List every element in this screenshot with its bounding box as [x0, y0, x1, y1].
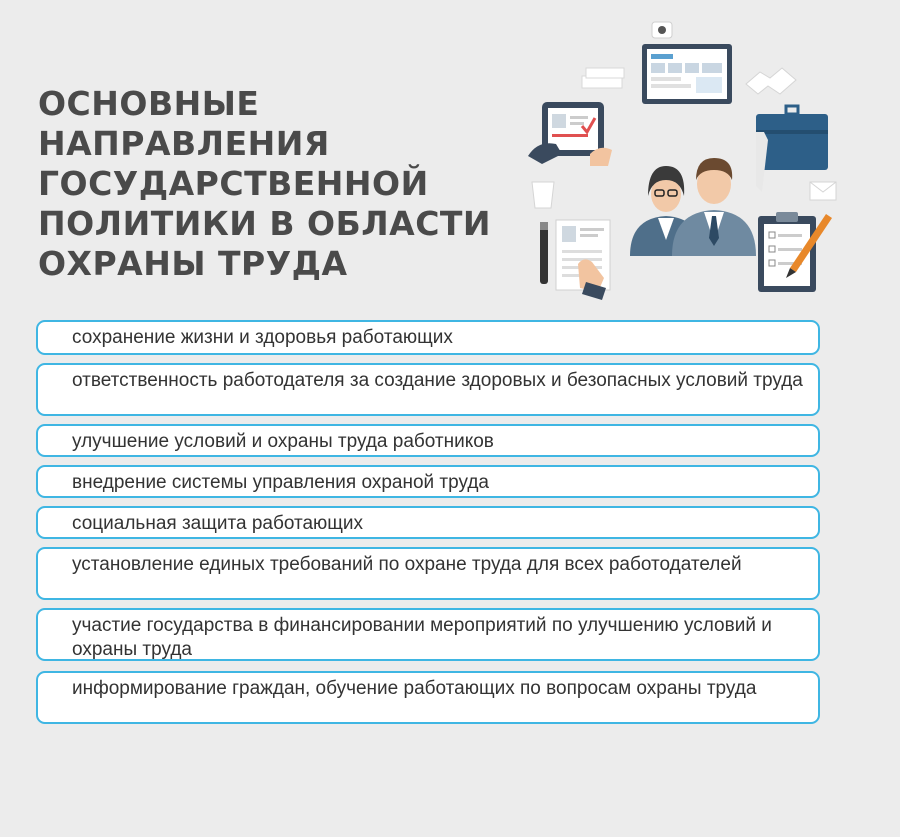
list-item: внедрение системы управления охраной труда: [36, 465, 820, 498]
business-people-icon: [630, 158, 756, 256]
title-line-3: ПОЛИТИКИ В ОБЛАСТИ: [38, 204, 492, 243]
handshake-icon: [746, 68, 796, 94]
list-item: установление единых требований по охране труда для всех работодателей: [36, 547, 820, 600]
business-illustration: [520, 14, 880, 304]
policy-directions-list: [36, 320, 820, 732]
webcam-icon: [652, 22, 672, 38]
title-line-2: ГОСУДАРСТВЕННОЙ: [38, 164, 429, 203]
pen-icon: [540, 222, 548, 284]
laptop-dashboard-icon: [642, 44, 732, 104]
list-item: участие государства в финансировании мероприятий по улучшению условий и охраны труда: [36, 608, 820, 661]
tablet-checklist-icon: [528, 102, 612, 166]
title-line-4: ОХРАНЫ ТРУДА: [38, 244, 348, 283]
list-item: ответственность работодателя за создание здоровых и безопасных условий труда: [36, 363, 820, 416]
resume-document-icon: [556, 220, 610, 300]
clipboard-checklist-icon: [758, 212, 832, 292]
recycle-bin-icon: [532, 182, 554, 208]
title-line-1: ОСНОВНЫЕ НАПРАВЛЕНИЯ: [38, 84, 330, 163]
envelope-icon: [810, 182, 836, 200]
stacked-papers-icon: [582, 68, 624, 88]
list-item: информирование граждан, обучение работающих по вопросам охраны труда: [36, 671, 820, 724]
list-item: социальная защита работающих: [36, 506, 820, 539]
page-title: [38, 84, 538, 284]
list-item: улучшение условий и охраны труда работников: [36, 424, 820, 457]
list-item: сохранение жизни и здоровья работающих: [36, 320, 820, 355]
